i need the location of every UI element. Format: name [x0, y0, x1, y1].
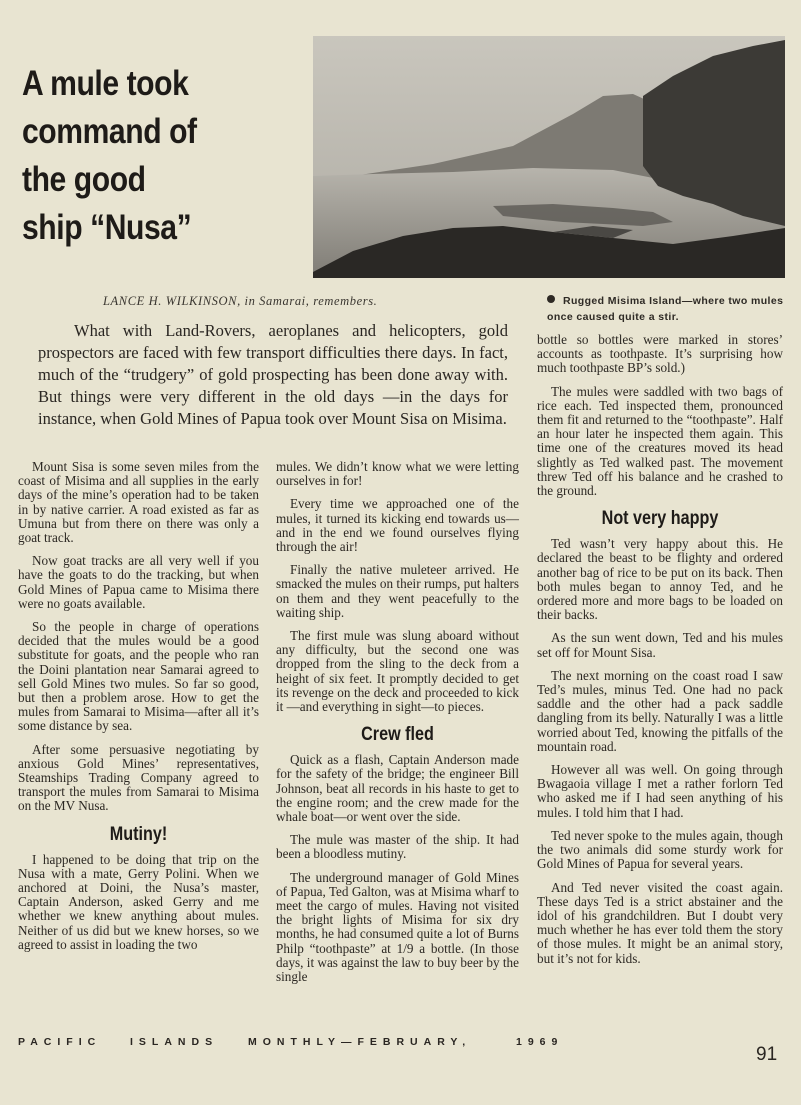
- misima-island-photo: [313, 36, 785, 278]
- paragraph: The mules were saddled with two bags of rice each. Ted inspected them, pronounced them fit and returned to the “toothpaste”. Half an hour later he inspected them again. This time one of the creatures moved its head slightly as Ted walked past. The movement threw Ted off his balance and he crashed to the ground.: [537, 383, 783, 499]
- subhead-not-very-happy: Not very happy: [601, 508, 719, 530]
- footer-monthly: MONTHLY—FEBRUARY,: [248, 1036, 472, 1048]
- paragraph: Finally the native muleteer arrived. He smacked the mules on their rumps, put halters on them and they went peacefully to the waiting ship.: [276, 562, 519, 620]
- headline-line-2: command of: [22, 112, 197, 151]
- article-headline: [22, 60, 312, 252]
- paragraph: So the people in charge of operations decided that the mules would be a good substitute for goats, and the people who ran the Doini plantation near Samarai agreed to sell Gold Mines two mules. So far so good, but then a problem arose. How to get the mules from Samarai to Misima—after all it’s some distance by sea.: [18, 619, 259, 734]
- paragraph: Ted wasn’t very happy about this. He declared the beast to be flighty and ordered another bag of rice to be put on its back. Then both mules began to annoy Ted, and he ordered more and more bags to be loaded on their backs.: [537, 536, 783, 623]
- paragraph: Every time we approached one of the mules, it turned its kicking end towards us—and in the end we found ourselves flying through the air!: [276, 496, 519, 555]
- intro-paragraph: What with Land-Rovers, aeroplanes and helicopters, gold prospectors are faced with few transport difficulties there days. In fact, much of the “trudgery” of gold prospecting has been done away with. But things were very different in the old days —in the days for instance, when Gold Mines of Papua took over Mount Sisa on Misima.: [38, 321, 508, 428]
- paragraph: Now goat tracks are all very well if you have the goats to do the tracking, but when Gold Mines of Papua came to Misima there were no goats available.: [18, 553, 259, 611]
- headline-line-1: A mule took: [22, 64, 189, 103]
- paragraph: However all was well. On going through Bwagaoia village I met a rather forlorn Ted who asked me if I had seen anything of his mules. I told him that I had.: [537, 762, 783, 820]
- paragraph: As the sun went down, Ted and his mules set off for Mount Sisa.: [537, 630, 783, 660]
- footer-pacific: PACIFIC: [18, 1036, 102, 1048]
- subhead-crew-fled: Crew fled: [361, 724, 434, 746]
- bullet-icon: [547, 295, 555, 303]
- headline-line-3: the good: [22, 160, 146, 199]
- byline: LANCE H. WILKINSON, in Samarai, remembers.: [103, 294, 378, 308]
- paragraph: Mount Sisa is some seven miles from the coast of Misima and all supplies in the early days of the mine’s operation had to be taken in by native carrier. A road existed as far as Umuna but from there on there was only a goat track.: [18, 459, 259, 546]
- column-2: [276, 460, 519, 993]
- misima-island-photo-image: [313, 36, 785, 278]
- photo-caption: [547, 293, 787, 325]
- paragraph: The next morning on the coast road I saw Ted’s mules, minus Ted. One had no pack saddle and the other had a pack saddle dangling from its belly. Naturally I was a little worried about Ted, knowing the pitfalls of the mountain road.: [537, 667, 783, 754]
- footer-year: 1969: [516, 1036, 564, 1048]
- paragraph: The underground manager of Gold Mines of Papua, Ted Galton, was at Misima wharf to meet the cargo of mules. Having not visited the bright lights of Misima for six dry months, he had consumed quite a lot of Burns Philp “toothpaste” at 1/9 a bottle. (In those days, it was against the law to buy beer by the single: [276, 869, 519, 985]
- paragraph: After some persuasive negotiating by anxious Gold Mines’ representatives, Steamships Trading Company agreed to transport the mules from Samarai to Misima on the MV Nusa.: [18, 741, 259, 814]
- paragraph: Quick as a flash, Captain Anderson made for the safety of the bridge; the engineer Bill Johnson, beat all records in his haste to get to the engine room; and the crew made for the whale boat—or went over the side.: [276, 752, 519, 825]
- paragraph: The mule was master of the ship. It had been a bloodless mutiny.: [276, 832, 519, 862]
- paragraph: The first mule was slung aboard without any difficulty, but the second one was dropped from the sling to the deck from a height of six feet. It promptly decided to get its revenge on the deck and proceeded to kick it —and everything in sight—to pieces.: [276, 628, 519, 715]
- subhead-mutiny: Mutiny!: [109, 823, 168, 845]
- paragraph: mules. We didn’t know what we were letting ourselves in for!: [276, 459, 519, 489]
- paragraph: bottle so bottles were marked in stores’ accounts as toothpaste. It’s surprising how much toothpaste BP’s sold.): [537, 332, 783, 376]
- column-1: [18, 460, 259, 961]
- footer-islands: ISLANDS: [130, 1036, 219, 1048]
- paragraph: I happened to be doing that trip on the Nusa with a mate, Gerry Polini. When we anchored at Doini, the Nusa’s master, Captain Anderson, asked Gerry and me whether we knew anything about mules. Neither of us did but we knew horses, so we agreed to assist in loading the two: [18, 851, 259, 952]
- paragraph: And Ted never visited the coast again. These days Ted is a strict abstainer and the idol of his grandchildren. But I doubt very much whether he has ever told them the story of those mules. It might be an animal story, but it’s not for kids.: [537, 879, 783, 966]
- paragraph: Ted never spoke to the mules again, though the two animals did some sturdy work for Gold Mines of Papua for several years.: [537, 827, 783, 872]
- photo-caption-text: Rugged Misima Island—where two mules once caused quite a stir.: [547, 295, 784, 323]
- headline-line-4: ship “Nusa”: [22, 208, 192, 247]
- page-number: 91: [756, 1044, 778, 1065]
- column-3: [537, 333, 783, 975]
